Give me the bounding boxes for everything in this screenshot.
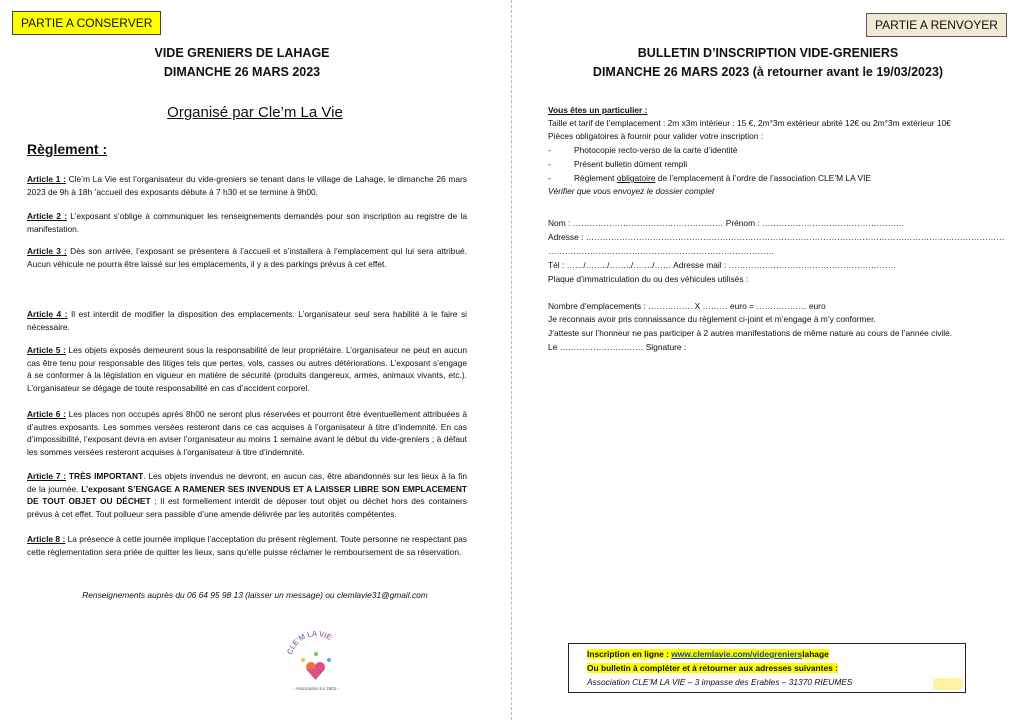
name-field-line: Nom : ……………………………………………… Prénom : …………………………………………… [548, 218, 905, 228]
logo-subtitle: - Association loi 1901 - [292, 686, 340, 691]
article-text: . Les objets invendus ne devront, en aucun cas, être abandonnés sur les lieux à la fin de la journée. [27, 471, 467, 494]
doc-item-form: - Présent bulletin dûment rempli [548, 159, 688, 169]
article-text: Les places non occupés après 8h00 ne seront plus réservées et pourront être éventuellement attribuées à d’autres exposants. Les sommes versées resteront dans ce cas acquises à l’organisateur à titre d’indemnité. En cas d’impossibilité, l’exposant devra en aviser l’organisateur au moins 1 semaine avant le début du vide-greniers ; à défaut les sommes versées resteront acquises à l’organisateur à titre d’indemnité. [27, 409, 468, 457]
left-page [0, 0, 510, 720]
article-5 [27, 344, 467, 394]
return-address: Association CLE’M LA VIE – 3 impasse des Erables – 31370 RIEUMES [587, 677, 853, 687]
phone-email-field-line: Tél : ……/……../……../……./…… Adresse mail : …………………………………………………… [548, 260, 897, 270]
article-text: Dès son arrivée, l’exposant se présentera à l’accueil et s’installera à l’emplacement qui lui sera attribué. Aucun véhicule ne pourra être laissé sur les emplacements, il y a des parkings prévus à cet effet. [27, 246, 467, 269]
article-7 [27, 470, 467, 520]
pitch-count-line: Nombre d’emplacements : ……………. X ……… euro = ……………… euro [548, 301, 826, 311]
registration-link[interactable]: www.clemlavie.com/videgreniers [671, 649, 803, 659]
attestation-line: J’atteste sur l’honneur ne pas participer à 2 autres manifestations de même nature au cours de l’année civile. [548, 328, 953, 338]
organiser-heading: Organisé par Cle’m La Vie [167, 104, 343, 121]
left-title [100, 44, 384, 82]
right-page [512, 0, 1024, 720]
address-field-line: Adresse : …………………………………………………………………………………………………………………………………… [548, 232, 1005, 242]
article-6 [27, 408, 467, 458]
online-registration-label: Inscription en ligne : [587, 649, 672, 659]
date-signature-line: Le ………………………… Signature : [548, 342, 687, 352]
individual-heading: Vous êtes un particulier : [548, 105, 648, 115]
association-logo [281, 627, 351, 693]
address-field-line-2: ……………………………………………………………………… [548, 246, 775, 256]
acknowledge-rules-line: Je reconnais avoir pris connaissance du règlement ci-joint et m’engage à m’y conformer. [548, 314, 876, 324]
article-4 [27, 308, 467, 333]
online-registration-row [587, 648, 829, 661]
article-label: Article 6 : [27, 409, 66, 419]
check-file-note: Vérifier que vous envoyez le dossier complet [548, 186, 715, 196]
article-label: Article 4 : [27, 309, 68, 319]
keep-part-tag: PARTIE A CONSERVER [12, 11, 161, 35]
left-title-line1: VIDE GRENIERS DE LAHAGE [154, 46, 330, 60]
article-important: TRÈS IMPORTANT [66, 471, 144, 481]
logo-text: CLE’M LA VIE [285, 628, 334, 656]
vehicle-plate-line: Plaque d’immatriculation du ou des véhicules utilisés : [548, 274, 749, 284]
article-commitment: L’exposant S’ENGAGE A RAMENER SES INVENDUS ET A LAISSER LIBRE SON EMPLACEMENT DE TOUT OBJET OU DÉCHET [27, 483, 467, 507]
right-title [512, 44, 1024, 82]
right-title-line2: DIMANCHE 26 MARS 2023 (à retourner avant le 19/03/2023) [592, 65, 944, 79]
article-label: Article 2 : [27, 211, 68, 221]
article-text: Il est interdit de modifier la disposition des emplacements. L’organisateur seul sera habilité à le faire si nécessaire. [27, 309, 467, 332]
registration-link-tail: lahage [802, 649, 829, 659]
article-label: Article 7 : [27, 471, 67, 481]
return-part-tag: PARTIE A RENVOYER [866, 13, 1007, 37]
article-label: Article 3 : [27, 246, 67, 256]
doc-item-payment: - Règlement obligatoire de l’emplacement à l’ordre de l’association CLE’M LA VIE [548, 173, 872, 183]
article-label: Article 5 : [27, 345, 66, 355]
article-text: L’exposant s’oblige à communiquer les renseignements demandés pour son inscription au registre de la manifestation. [27, 211, 467, 234]
contact-line: Renseignements auprès du 06 64 95 98 13 (laisser un message) ou clemlavie31@gmail.com [82, 590, 428, 600]
article-label: Article 1 : [27, 174, 66, 184]
article-3 [27, 245, 467, 270]
article-text: La présence à cette journée implique l’acceptation du présent règlement. Toute personne ne respectant pas cette règlementation sera priée de quitter les lieux, sans qu’elle puisse réclamer le remboursement de sa réservation. [27, 534, 467, 557]
article-text: ; Il est formellement interdit de déposer tout objet ou déchet hors des containers prévus à cet effet. Tout pollueur sera passible d’une amende délivrée par les autorités compétentes. [27, 496, 467, 519]
doc-item-id: - Photocopie recto-verso de la carte d’identité [548, 145, 738, 155]
left-title-line2: DIMANCHE 26 MARS 2023 [163, 65, 321, 79]
right-title-line1: BULLETIN D’INSCRIPTION VIDE-GRENIERS [637, 46, 899, 60]
article-label: Article 8 : [27, 534, 66, 544]
return-address-heading: Ou bulletin à compléter et à retourner aux adresses suivantes : [587, 663, 838, 673]
article-text: Les objets exposés demeurent sous la responsabilité de leur propriétaire. L’organisateur ne peut en aucun cas être tenu pour responsable des litiges tels que pertes, vols, casses ou autres détériorations. L’exposant s’engage à se conformer à la législation en vigueur en matière de sécurité (produits dangereux, armes, animaux vivants, etc.). L’organisateur se dégage de toute responsabilité en cas d’accident corporel. [27, 345, 467, 393]
article-2 [27, 210, 467, 235]
article-1 [27, 173, 467, 198]
article-8 [27, 533, 467, 558]
required-docs-line: Pièces obligatoires à fournir pour valider votre inscription : [548, 131, 764, 141]
pitch-price-line: Taille et tarif de l’emplacement : 2m x3m intérieur : 15 €, 2m°3m extérieur abrité 12€ ou 2m°3m extérieur 10€ [548, 118, 951, 128]
highlight-mark [933, 678, 963, 690]
rules-heading: Règlement : [27, 141, 108, 157]
registration-info-box [568, 643, 966, 693]
article-text: Cle’m La Vie est l’organisateur du vide-greniers se tenant dans le village de Lahage, le dimanche 26 mars 2023 de 9h à 18h ’accueil des exposants débute à 7 h30 et se termine à 9h00. [27, 174, 467, 197]
